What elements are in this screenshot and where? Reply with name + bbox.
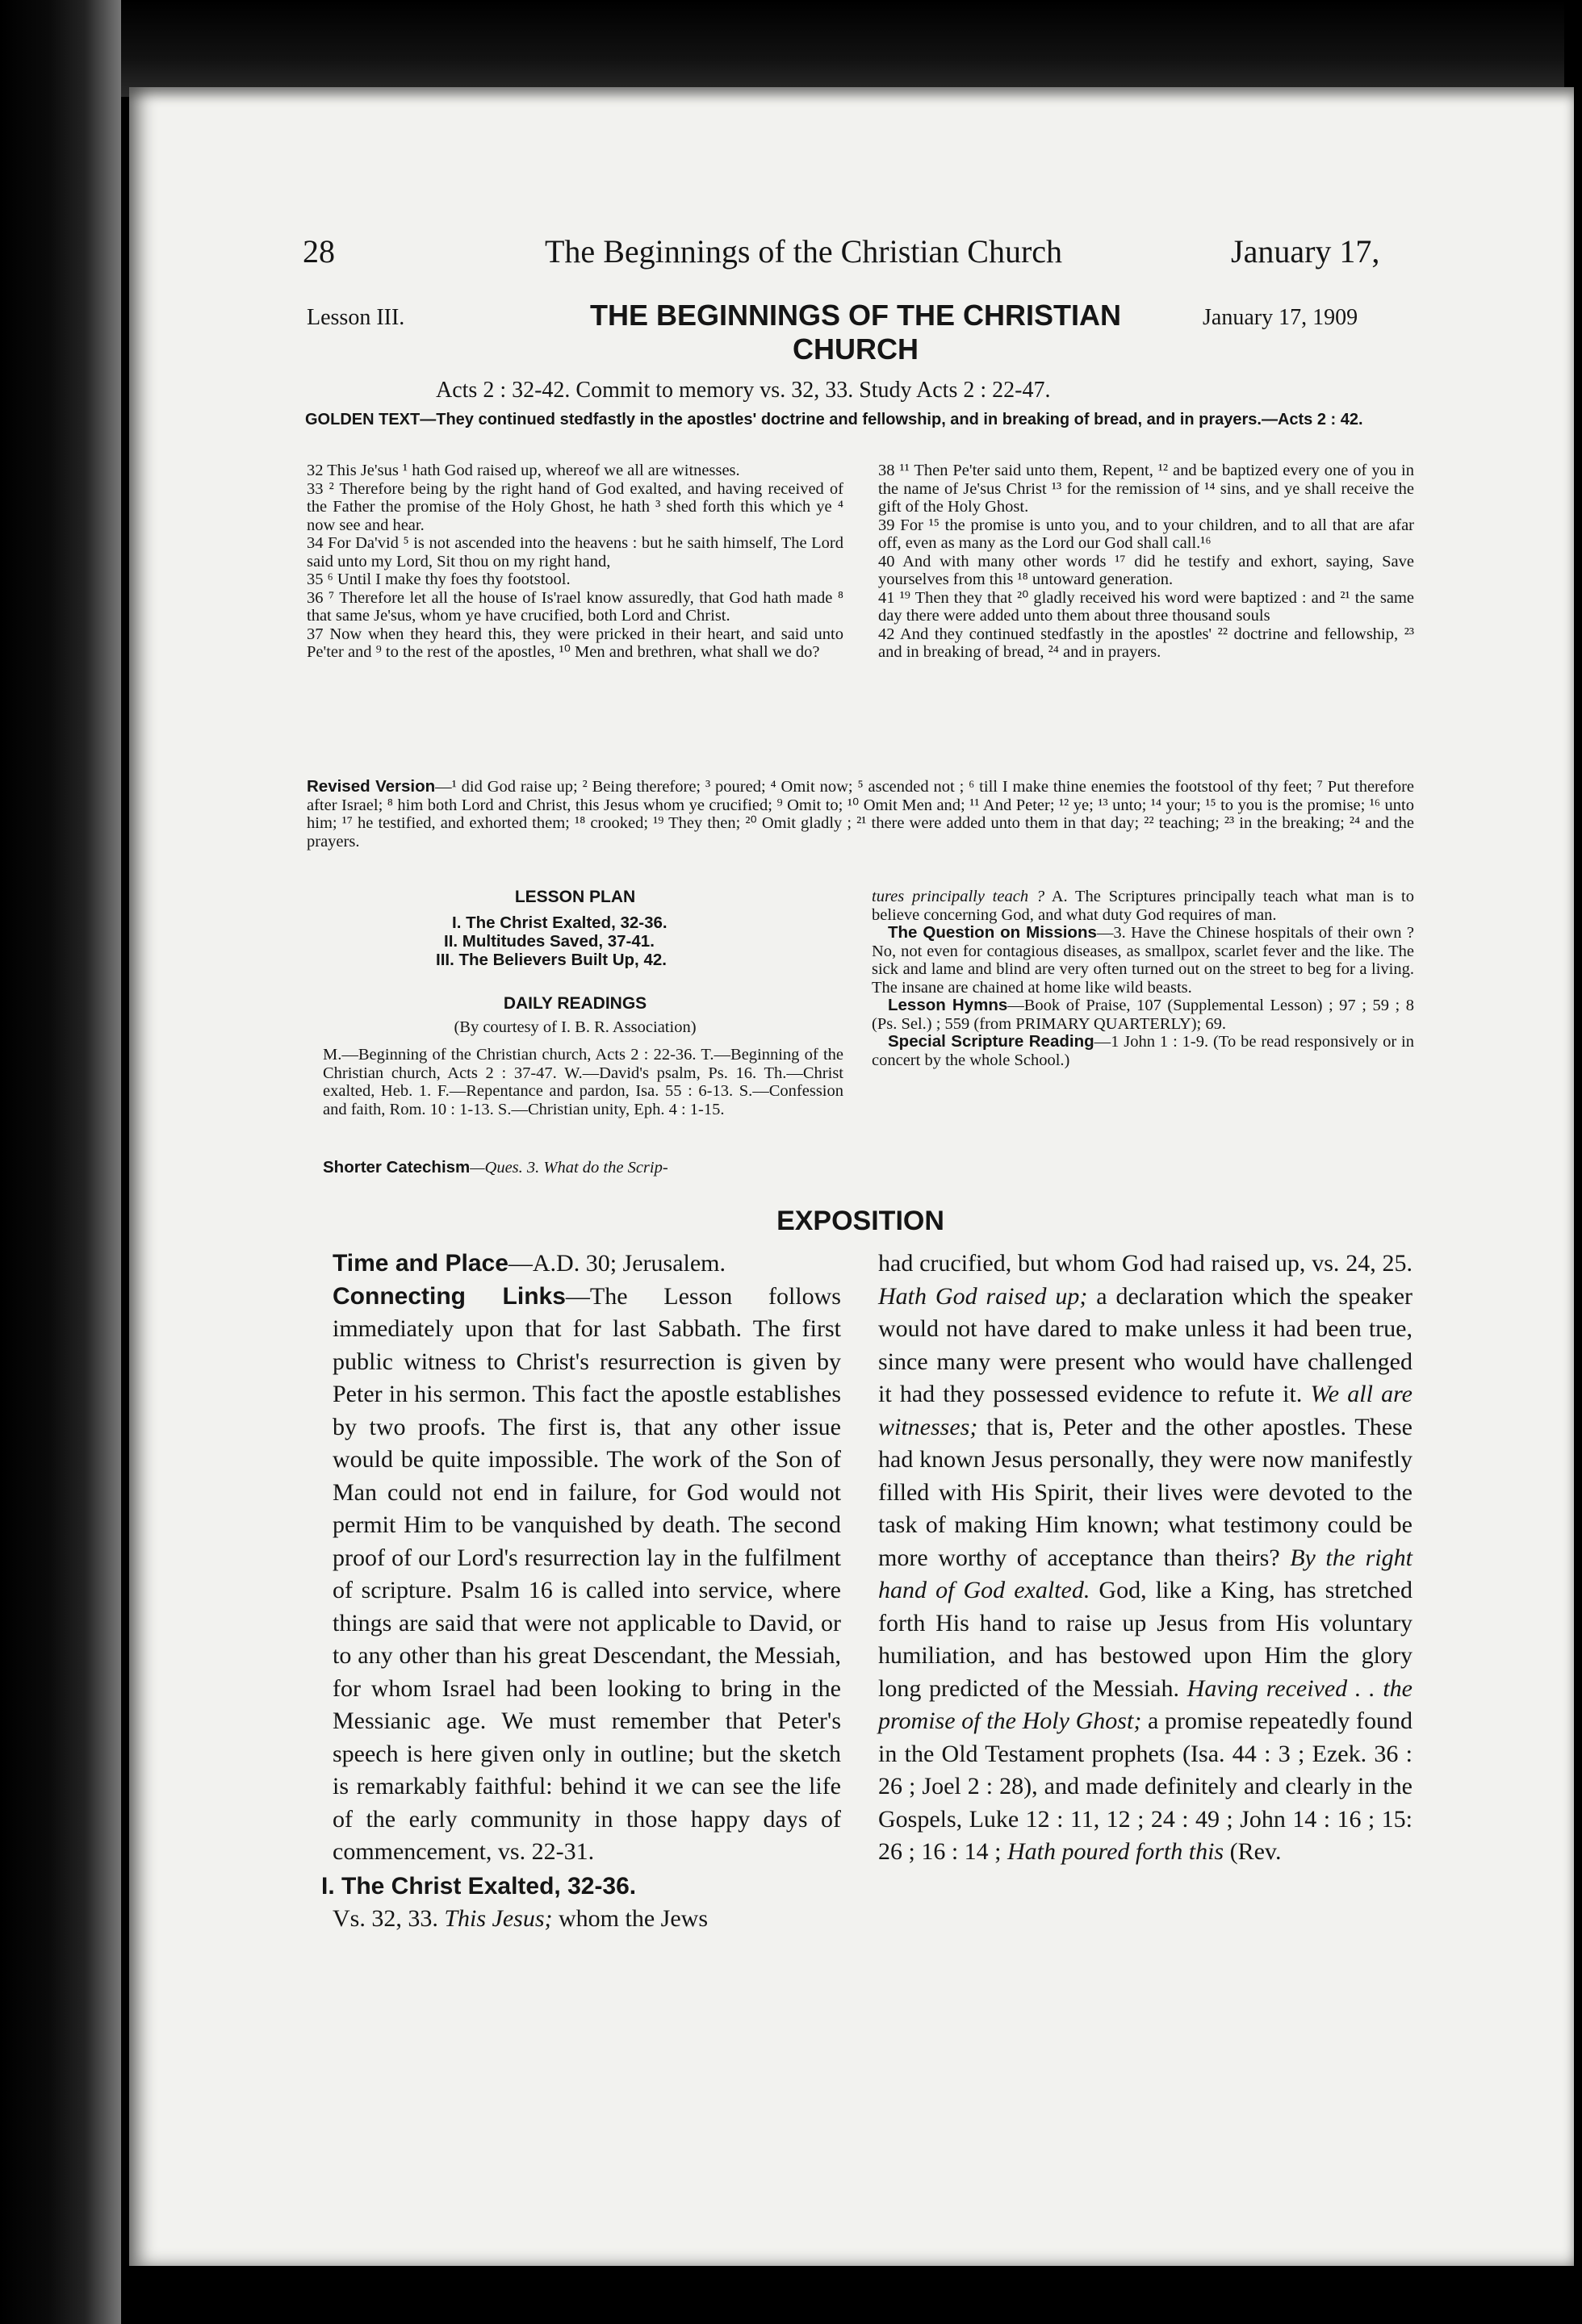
exposition-right-column <box>878 1248 1412 1869</box>
scan-border-left <box>0 0 121 2324</box>
right-notes-column <box>872 888 1414 1069</box>
hymns-label: Lesson Hymns <box>888 996 1008 1014</box>
revised-version-text: —¹ did God raise up; ² Being therefore; ³ poured; ⁴ Omit now; ⁵ ascended not ; ⁶ till I make thine enemies the footstool of thy feet; ⁷ Put therefore after Israel; ⁸ him both Lord and Christ, this Jesus whom ye crucified; ⁹ Omit to; ¹⁰ Omit Men and; ¹¹ And Peter; ¹² ye; ¹³ unto; ¹⁴ your; ¹⁵ to you is the promise; ¹⁶ unto him; ¹⁷ he testified, and exhorted them; ¹⁸ crooked; ¹⁹ They then; ²⁰ Omit gladly ; ²¹ there were added unto them in that day; ²² teaching; ²³ in the breaking; ²⁴ and the prayers. <box>307 778 1414 851</box>
verse: 40 And with many other words ¹⁷ did he testify and exhort, saying, Save yourselves from this ¹⁸ untoward generation. <box>878 552 1414 588</box>
verse: 33 ² Therefore being by the right hand of God exalted, and having received of the Father the promise of the Holy Ghost, he hath ³ shed forth this which ye ⁴ now see and hear. <box>307 479 843 534</box>
time-and-place <box>333 1248 841 1281</box>
special-reading-text: —1 John 1 : 1-9. (To be read responsively or in concert by the whole School.) <box>872 1033 1414 1069</box>
running-date: January 17, <box>1231 233 1380 270</box>
verse: 32 This Je'sus ¹ hath God raised up, whereof we all are witnesses. <box>307 462 740 479</box>
scan-border-top <box>121 0 1582 97</box>
revised-version <box>307 778 1414 851</box>
italic-phrase: Hath God raised up; <box>878 1282 1088 1310</box>
links-label: Connecting Links <box>333 1282 566 1310</box>
lesson-title <box>533 299 1178 366</box>
verse: 41 ¹⁹ Then they that ²⁰ gladly received his word were baptized : and ²¹ the same day there were added unto them about three thousand souls <box>878 588 1414 625</box>
exposition-left-column <box>321 1248 841 1936</box>
scripture-reference: Acts 2 : 32-42. Commit to memory vs. 32, 33. Study Acts 2 : 22-47. <box>436 378 1051 403</box>
lesson-plan-heading: LESSON PLAN <box>514 888 636 906</box>
lesson-plan-item: III. The Believers Built Up, 42. <box>436 951 667 969</box>
italic-phrase: This Jesus; <box>444 1905 553 1932</box>
section-heading: I. The Christ Exalted, 32-36. <box>321 1872 637 1900</box>
daily-readings-heading: DAILY READINGS <box>503 994 647 1013</box>
italic-phrase: We all are witnesses; <box>878 1381 1412 1440</box>
daily-readings-courtesy: (By courtesy of I. B. R. Association) <box>454 1018 697 1036</box>
shorter-catechism <box>323 1159 843 1177</box>
running-header <box>303 232 1417 281</box>
missions-text: —3. Have the Chinese hospitals of their own ? No, not even for contagious diseases, as smallpox, scarlet fever and the like. The sick and lame and blind are very often turned out on the street to beg for a living. The insane are chained at home like wild beasts. <box>872 924 1414 997</box>
verse: 38 ¹¹ Then Pe'ter said unto them, Repent, ¹² and be baptized every one of you in the name of Je'sus Christ ¹³ for the remission of ¹⁴ sins, and ye shall receive the gift of the Holy Ghost. <box>878 462 1414 516</box>
connecting-links <box>333 1281 841 1869</box>
lesson-title-line1: THE BEGINNINGS OF THE CHRISTIAN <box>589 299 1122 332</box>
verse: 39 For ¹⁵ the promise is unto you, and to your children, and to all that are afar off, even as many as the Lord our God shall call.¹⁶ <box>878 516 1414 552</box>
golden-text-label: GOLDEN TEXT <box>305 411 421 428</box>
lesson-plan-item: II. Multitudes Saved, 37-41. <box>444 932 655 951</box>
lesson-hymns <box>872 997 1414 1033</box>
golden-text-body: —They continued stedfastly in the apostles' doctrine and fellowship, and in breaking of bread, and in prayers.—Acts 2 : 42. <box>420 411 1363 428</box>
catechism-question: —Ques. 3. What do the Scrip- <box>470 1159 668 1177</box>
lesson-title-line2: CHURCH <box>793 332 919 366</box>
lesson-plan-item: I. The Christ Exalted, 32-36. <box>452 913 668 932</box>
verse: 34 For Da'vid ⁵ is not ascended into the heavens : but he saith himself, The Lord said unto my Lord, Sit thou on my right hand, <box>307 534 843 571</box>
time-label: Time and Place <box>333 1250 508 1277</box>
exposition-right-text: had crucified, but whom God had raised up, vs. 24, 25. Hath God raised up; a declaration which the speaker would not have dared to make unless it had been true, since many were present who would have challenged it had they possessed evidence to refute it. We all are witnesses; that is, Peter and the other apostles. These had known Jesus personally, they were now manifestly filled with His Spirit, their lives were devoted to the task of making Him known; what testimony could be more worthy of acceptance than theirs? By the right hand of God exalted. God, like a King, has stretched forth His hand to raise up Jesus from His voluntary humiliation, and has bestowed upon Him the glory long predicted of the Messiah. Having received . . the promise of the Holy Ghost; a promise repeatedly found in the Old Testament prophets (Isa. 44 : 3 ; Ezek. 36 : 26 ; Joel 2 : 28), and made definitely and clearly in the Gospels, Luke 12 : 11, 12 ; 24 : 49 ; John 14 : 16 ; 15: 26 ; 16 : 14 ; Hath poured forth this (Rev. <box>878 1250 1413 1865</box>
catechism-question-cont: tures principally teach ? <box>872 888 1045 905</box>
catechism-label: Shorter Catechism <box>323 1158 471 1177</box>
lesson-label: Lesson III. <box>307 305 405 330</box>
verses-left-column <box>307 462 843 662</box>
verse: 37 Now when they heard this, they were pricked in their heart, and said unto Pe'ter and ⁹ to the rest of the apostles, ¹⁰ Men and brethren, what shall we do? <box>307 625 843 661</box>
daily-readings-text: M.—Beginning of the Christian church, Acts 2 : 22-36. T.—Beginning of the Christian church, Acts 2 : 37-47. W.—David's psalm, Ps. 16. Th.—Christ exalted, Heb. 1. F.—Repentance and pardon, Isa. 55 : 6-13. S.—Confession and faith, Rom. 10 : 1-13. S.—Christian unity, Eph. 4 : 1-15. <box>323 1046 843 1118</box>
catechism-answer-text: A. The Scriptures principally teach what man is to believe concerning God, and what duty God requires of man. <box>872 888 1415 924</box>
running-title: The Beginnings of the Christian Church <box>545 233 1063 270</box>
verses-commentary-start: Vs. 32, 33. This Jesus; whom the Jews <box>333 1905 708 1932</box>
lesson-plan-list <box>420 913 823 969</box>
verse: 35 ⁶ Until I make thy foes thy footstool. <box>307 571 571 588</box>
missions-label: The Question on Missions <box>888 923 1097 942</box>
exposition-heading: EXPOSITION <box>776 1206 944 1236</box>
verses-right-column <box>878 462 1414 662</box>
golden-text <box>305 410 1412 430</box>
italic-phrase: By the right hand of God exalted. <box>878 1544 1412 1603</box>
page-number: 28 <box>303 233 335 270</box>
lesson-date: January 17, 1909 <box>1203 305 1358 330</box>
time-text: —A.D. 30; Jerusalem. <box>508 1250 726 1277</box>
verse: 42 And they continued stedfastly in the apostles' ²² doctrine and fellowship, ²³ and in breaking of bread, ²⁴ and in prayers. <box>878 625 1414 661</box>
verse: 36 ⁷ Therefore let all the house of Is'rael know assuredly, that God hath made ⁸ that same Je'sus, whom ye have crucified, both Lord and Christ. <box>307 588 843 625</box>
special-scripture-reading <box>872 1033 1414 1069</box>
links-text: —The Lesson follows immediately upon that for last Sabbath. The first public witness to Christ's resurrection is given by Peter in his sermon. This fact the apostle establishes by two proofs. The first is, that any other issue would be quite impossible. The work of the Son of Man could not end in failure, for God would not permit Him to be vanquished by death. The second proof of our Lord's resurrection lay in the fulfilment of scripture. Psalm 16 is called into service, where things are said that were not applicable to David, or to any other than his great Descendant, the Messiah, for whom Israel had been looking to bring in the Messianic age. We must remember that Peter's speech is here given only in outline; but the sketch is remarkably faithful: behind it we can see the life of the early community in those happy days of commencement, vs. 22-31. <box>333 1282 841 1865</box>
missions-question <box>872 924 1414 997</box>
revised-version-label: Revised Version <box>307 777 436 796</box>
catechism-answer <box>872 888 1414 924</box>
italic-phrase: Hath poured forth this <box>1007 1838 1224 1865</box>
special-reading-label: Special Scripture Reading <box>888 1032 1094 1051</box>
italic-phrase: Having received . . the promise of the Holy Ghost; <box>878 1674 1412 1734</box>
hymns-text: —Book of Praise, 107 (Supplemental Lesson) ; 97 ; 59 ; 8 (Ps. Sel.) ; 559 (from PRIMARY QUARTERLY); 69. <box>872 997 1414 1033</box>
